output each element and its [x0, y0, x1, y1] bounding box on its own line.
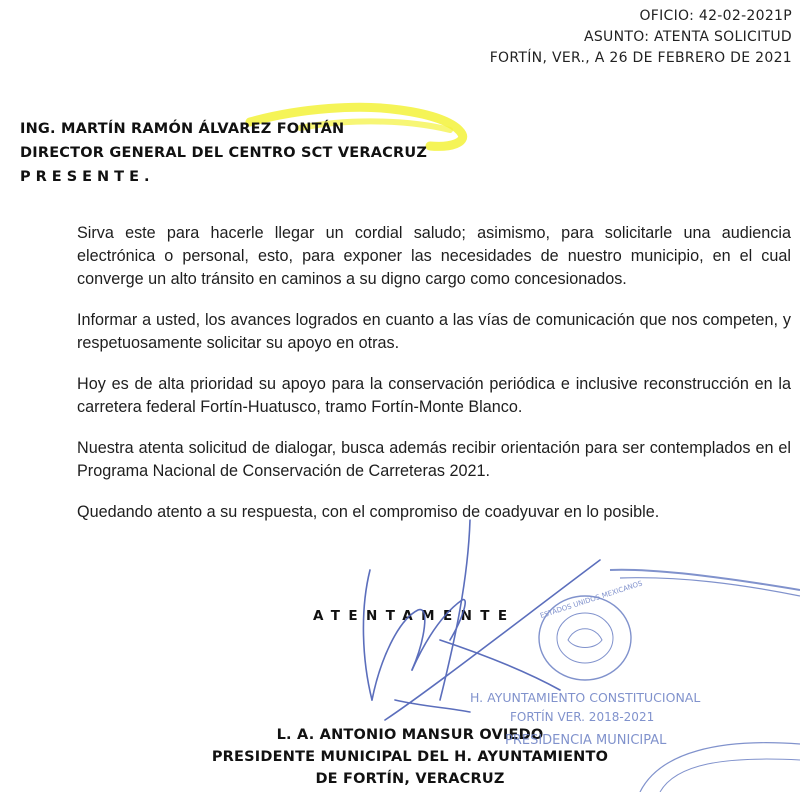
paragraph-2: Informar a usted, los avances logrados en cuanto a las vías de comunicación que nos competen, y respetuosamente solicitar su apoyo en otras.: [77, 311, 791, 352]
signer-place: DE FORTÍN, VERACRUZ: [315, 771, 505, 787]
letter-body: [77, 222, 791, 542]
letter-header: [490, 6, 792, 69]
signer-block: [190, 724, 630, 790]
paragraph-3: Hoy es de alta prioridad su apoyo para la conservación periódica e inclusive reconstrucción en la carretera federal Fortín-Huatusco, tramo Fortín-Monte Blanco.: [77, 375, 791, 416]
recipient-block: [20, 117, 427, 189]
place-date-line: FORTÍN, VER., A 26 DE FEBRERO DE 2021: [489, 50, 792, 66]
signer-title: PRESIDENTE MUNICIPAL DEL H. AYUNTAMIENTO: [211, 749, 609, 765]
seal-line-3: PRESIDENCIA MUNICIPAL: [505, 733, 667, 748]
seal-line-1: H. AYUNTAMIENTO CONSTITUCIONAL: [470, 690, 701, 705]
signer-name: L. A. ANTONIO MANSUR OVIEDO: [276, 727, 544, 743]
recipient-title: DIRECTOR GENERAL DEL CENTRO SCT VERACRUZ: [20, 145, 428, 161]
paragraph-5: Quedando atento a su respuesta, con el compromiso de coadyuvar en lo posible.: [77, 503, 660, 521]
recipient-name: ING. MARTÍN RAMÓN ÁLVAREZ FONTÁN: [20, 121, 345, 137]
seal-line-2: FORTÍN VER. 2018-2021: [510, 710, 655, 724]
oficio-number: OFICIO: 42-02-2021P: [639, 8, 792, 24]
asunto-line: ASUNTO: ATENTA SOLICITUD: [583, 29, 792, 45]
paragraph-4: Nuestra atenta solicitud de dialogar, busca además recibir orientación para ser contemplados en el Programa Nacional de Conservación de Carreteras 2021.: [77, 439, 791, 480]
seal-ring-text: ESTADOS UNIDOS MEXICANOS: [539, 579, 644, 621]
presente-line: PRESENTE.: [20, 169, 155, 185]
closing-atentamente: ATENTAMENTE: [313, 608, 516, 624]
paragraph-1: Sirva este para hacerle llegar un cordial saludo; asimismo, para solicitarle una audiencia electrónica o personal, esto, para exponer las necesidades de nuestro municipio, en el cual converge un alto tránsito en caminos a su digno cargo como concesionados.: [77, 224, 791, 288]
